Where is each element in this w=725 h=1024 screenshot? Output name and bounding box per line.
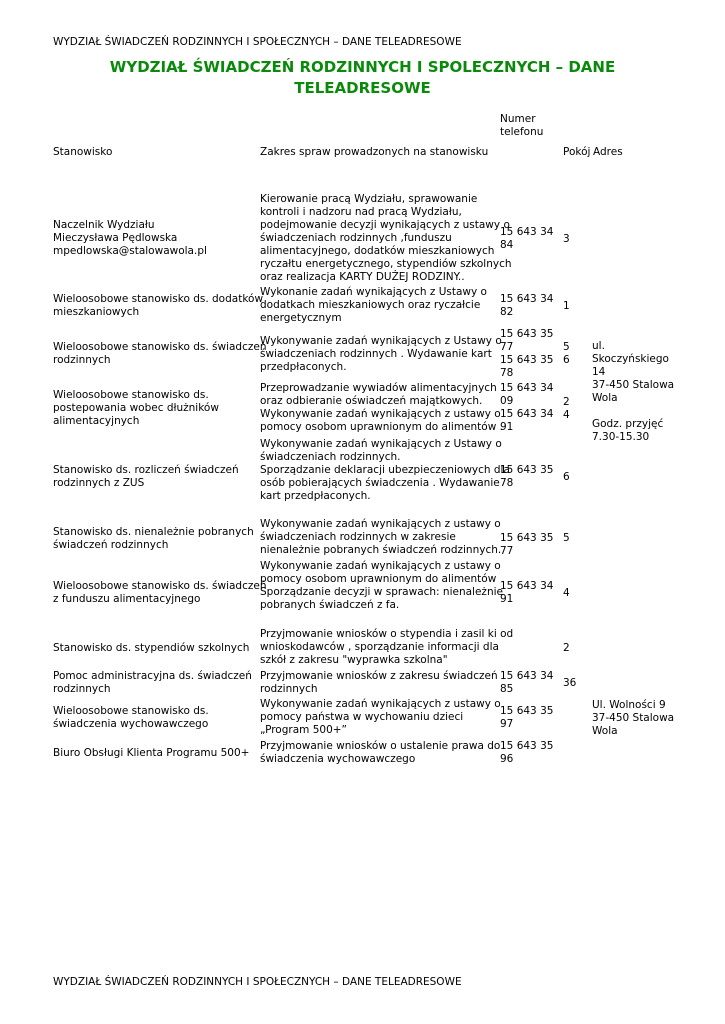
row-phone-line: 82 <box>500 306 514 318</box>
title-line: WYDZIAŁ ŚWIADCZEŃ RODZINNYCH I SPOLECZNYCH – DANE <box>109 58 616 76</box>
row-phone-line: 77 <box>500 545 514 557</box>
row-position-line: Wieloosobowe stanowisko ds. <box>53 389 209 401</box>
row-scope <box>260 740 500 766</box>
row-room <box>563 300 570 313</box>
row-position-line: rodzinnych <box>53 683 111 695</box>
row-position-line: mpedlowska@stalowawola.pl <box>53 245 207 257</box>
address-line: Wola <box>592 725 618 737</box>
row-phone-line: 15 643 35 <box>500 532 554 544</box>
row-scope-line: pomocy państwa w wychowaniu dzieci <box>260 711 464 723</box>
row-room-line: 36 <box>563 677 577 689</box>
row-phone-line: 15 643 35 <box>500 354 554 366</box>
row-position-line: świadczenia wychowawczego <box>53 718 209 730</box>
row-phone-line: 09 <box>500 395 514 407</box>
row-scope-line: pomocy osobom uprawnionym do alimentów . <box>260 421 503 433</box>
row-room-line: 2 <box>563 642 570 654</box>
row-scope-line: Kierowanie pracą Wydziału, sprawowanie <box>260 193 478 205</box>
row-position <box>53 705 209 731</box>
row-scope-line: Sporządzanie deklaracji ubezpieczeniowych dla <box>260 464 510 476</box>
row-position-line: postepowania wobec dłużników <box>53 402 219 414</box>
row-position-line: świadczeń rodzinnych <box>53 539 169 551</box>
row-position <box>53 747 249 760</box>
row-phone-line: 15 643 34 <box>500 670 554 682</box>
address-line: ul. <box>592 340 605 352</box>
row-scope <box>260 670 498 696</box>
row-phone <box>500 740 553 766</box>
row-phone <box>500 464 553 490</box>
row-position <box>53 464 239 490</box>
row-scope-line: Przeprowadzanie wywiadów alimentacyjnych <box>260 382 497 394</box>
row-position <box>53 526 254 552</box>
row-scope-line: podejmowanie decyzji wynikających z ustawy o <box>260 219 510 231</box>
row-room-line: 3 <box>563 233 570 245</box>
column-header-scope: Zakres spraw prowadzonych na stanowisku <box>260 146 489 158</box>
row-scope-line: oraz realizacja KARTY DUŻEJ RODZINY.. <box>260 271 465 283</box>
row-phone-line: 91 <box>500 593 514 605</box>
row-scope <box>260 698 501 737</box>
page-footer: WYDZIAŁ ŚWIADCZEŃ RODZINNYCH I SPOŁECZNYCH – DANE TELEADRESOWE <box>53 976 462 988</box>
row-scope-line: kart przedpłaconych. <box>260 490 371 502</box>
row-phone-line: 91 <box>500 421 514 433</box>
row-room <box>563 677 576 690</box>
row-room-line: 4 <box>563 587 570 599</box>
row-phone-line: 15 643 35 <box>500 740 554 752</box>
row-phone-line: 15 643 34 <box>500 293 554 305</box>
row-position-line: Stanowisko ds. nienależnie pobranych <box>53 526 254 538</box>
row-position-line: mieszkaniowych <box>53 306 140 318</box>
row-scope <box>260 193 512 284</box>
row-scope-line: pomocy osobom uprawnionym do alimentów <box>260 573 497 585</box>
row-scope-line: Przyjmowanie wniosków o ustalenie prawa do <box>260 740 501 752</box>
row-scope <box>260 518 501 557</box>
row-room <box>563 587 570 600</box>
row-scope-line: Wykonywanie zadań wynikających z ustawy o <box>260 698 501 710</box>
row-position <box>53 219 207 258</box>
row-phone-line: 15 643 34 <box>500 382 554 394</box>
page-title <box>60 57 665 99</box>
row-position <box>53 670 252 696</box>
row-room <box>563 233 570 246</box>
row-scope-line: Wykonywanie zadań wynikających z ustawy o <box>260 518 501 530</box>
row-room-line: 5 <box>563 532 570 544</box>
row-position-line: Biuro Obsługi Klienta Programu 500+ <box>53 747 250 759</box>
row-scope-line: nienależnie pobranych świadczeń rodzinnych. <box>260 544 502 556</box>
row-room-line: 2 <box>563 396 570 408</box>
address-line: Godz. przyjęć <box>592 418 664 430</box>
row-scope-line: ryczałtu energetycznego, stypendiów szkolnych <box>260 258 512 270</box>
row-room <box>563 341 570 367</box>
row-scope-line: Wykonywanie zadań wynikających z ustawy o <box>260 560 501 572</box>
row-scope <box>260 628 513 667</box>
row-room <box>563 642 570 655</box>
row-scope-line: „Program 500+” <box>260 724 347 736</box>
address-line: 37-450 Stalowa <box>592 379 675 391</box>
row-position <box>53 293 263 319</box>
row-scope-line: świadczeniach rodzinnych ,funduszu <box>260 232 452 244</box>
row-phone-line: 85 <box>500 683 514 695</box>
row-phone-line: 96 <box>500 753 514 765</box>
row-scope-line: pobranych świadczeń z fa. <box>260 599 400 611</box>
row-phone <box>500 382 553 434</box>
address-line: 7.30-15.30 <box>592 431 650 443</box>
row-scope-line: świadczeniach rodzinnych. <box>260 451 401 463</box>
row-phone <box>500 580 553 606</box>
row-scope-line: osób pobierających świadczenia . Wydawanie <box>260 477 500 489</box>
row-phone <box>500 328 553 380</box>
address-line: Wola <box>592 392 618 404</box>
row-position <box>53 341 267 367</box>
row-scope <box>260 438 510 503</box>
row-phone-line: 15 643 34 <box>500 580 554 592</box>
row-room <box>563 396 570 422</box>
row-phone <box>500 670 553 696</box>
row-position <box>53 389 219 428</box>
row-position-line: Wieloosobowe stanowisko ds. <box>53 705 209 717</box>
row-phone-line: 84 <box>500 239 514 251</box>
row-position <box>53 580 267 606</box>
row-phone <box>500 226 553 252</box>
row-phone-line: 15 643 35 <box>500 464 554 476</box>
row-position-line: rodzinnych z ZUS <box>53 477 145 489</box>
row-scope-line: przedpłaconych. <box>260 361 347 373</box>
row-phone <box>500 705 553 731</box>
row-position-line: Wieloosobowe stanowisko ds. świadczeń <box>53 341 267 353</box>
row-position-line: Wieloosobowe stanowisko ds. dodatków <box>53 293 264 305</box>
row-scope-line: kontroli i nadzoru nad pracą Wydziału, <box>260 206 462 218</box>
row-scope-line: dodatkach mieszkaniowych oraz ryczałcie <box>260 299 481 311</box>
title-line: TELEADRESOWE <box>294 79 431 97</box>
row-phone-line: 77 <box>500 341 514 353</box>
row-position-line: Naczelnik Wydziału <box>53 219 155 231</box>
row-scope-line: świadczenia wychowawczego <box>260 753 416 765</box>
row-phone-line: 15 643 35 <box>500 328 554 340</box>
row-scope-line: Wykonanie zadań wynikających z Ustawy o <box>260 286 487 298</box>
row-scope-line: oraz odbieranie oświadczeń majątkowych. <box>260 395 483 407</box>
row-position-line: Stanowisko ds. stypendiów szkolnych <box>53 642 250 654</box>
row-scope-line: świadczeniach rodzinnych w zakresie <box>260 531 456 543</box>
row-phone-line: 15 643 35 <box>500 705 554 717</box>
row-position-line: Pomoc administracyjna ds. świadczeń <box>53 670 252 682</box>
row-phone-line: 15 643 34 <box>500 226 554 238</box>
row-scope-line: rodzinnych <box>260 683 318 695</box>
row-room <box>563 532 570 545</box>
row-room-line: 4 <box>563 409 570 421</box>
row-position-line: Wieloosobowe stanowisko ds. świadczeń <box>53 580 267 592</box>
row-position-line: Stanowisko ds. rozliczeń świadczeń <box>53 464 239 476</box>
row-scope-line: Wykonywanie zadań wynikających z Ustawy o <box>260 335 502 347</box>
row-scope-line: Sporządzanie decyzji w sprawach: nienależnie <box>260 586 503 598</box>
row-scope-line: energetycznym <box>260 312 342 324</box>
address-line <box>592 405 674 418</box>
column-header-position: Stanowisko <box>53 146 113 158</box>
row-room-line: 6 <box>563 354 570 366</box>
row-scope <box>260 382 503 434</box>
address-line: Skoczyńskiego <box>592 353 669 365</box>
row-position-line: rodzinnych <box>53 354 111 366</box>
row-phone-line: 78 <box>500 367 514 379</box>
column-header-address: Adres <box>593 146 623 158</box>
row-scope <box>260 335 502 374</box>
row-room-line: 1 <box>563 300 570 312</box>
row-scope-line: szkół z zakresu "wyprawka szkolna" <box>260 654 448 666</box>
column-header-room: Pokój <box>563 146 591 158</box>
address-line: 37-450 Stalowa <box>592 712 675 724</box>
row-scope-line: świadczeniach rodzinnych . Wydawanie kart <box>260 348 492 360</box>
address-line: 14 <box>592 366 606 378</box>
row-scope-line: wnioskodawców , sporządzanie informacji dla <box>260 641 499 653</box>
row-phone-line: 78 <box>500 477 514 489</box>
row-position-line: Mieczysława Pędlowska <box>53 232 178 244</box>
row-scope-line: Przyjmowanie wniosków o stypendia i zasil ki od <box>260 628 514 640</box>
row-scope-line: alimentacyjnego, dodatków mieszkaniowych <box>260 245 495 257</box>
column-header-phone: Numer telefonu <box>500 113 544 138</box>
row-phone-line: 15 643 34 <box>500 408 554 420</box>
address-line: Ul. Wolności 9 <box>592 699 666 711</box>
row-position-line: z funduszu alimentacyjnego <box>53 593 201 605</box>
row-scope-line: Wykonywanie zadań wynikających z Ustawy o <box>260 438 502 450</box>
address-block-2 <box>592 699 674 738</box>
page-header: WYDZIAŁ ŚWIADCZEŃ RODZINNYCH I SPOŁECZNYCH – DANE TELEADRESOWE <box>53 36 462 48</box>
address-block-1 <box>592 340 674 444</box>
row-scope <box>260 286 487 325</box>
row-position-line: alimentacyjnych <box>53 415 140 427</box>
row-scope-line: Wykonywanie zadań wynikających z ustawy o <box>260 408 501 420</box>
row-room-line: 5 <box>563 341 570 353</box>
row-scope-line: Przyjmowanie wniosków z zakresu świadczeń <box>260 670 498 682</box>
row-scope <box>260 560 503 612</box>
row-position <box>53 642 249 655</box>
row-phone <box>500 293 553 319</box>
row-phone-line: 97 <box>500 718 514 730</box>
row-room <box>563 471 570 484</box>
row-phone <box>500 532 553 558</box>
row-room-line: 6 <box>563 471 570 483</box>
